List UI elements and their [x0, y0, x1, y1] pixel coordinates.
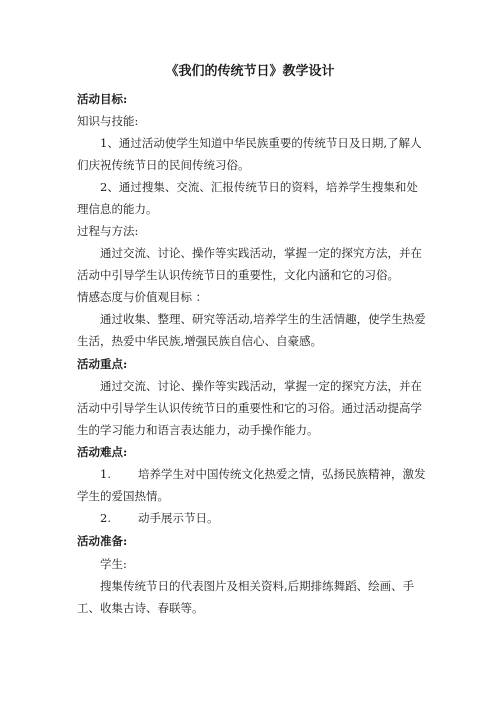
- subheading-students: 学生:: [100, 557, 127, 571]
- subheading-label: 知识与技能:: [77, 114, 139, 128]
- item-text: 动手展示节日。: [138, 511, 219, 525]
- subheading-process-methods: [77, 220, 427, 242]
- goal-paragraph-1: 1、通过活动使学生知道中华民族重要的传统节日及日期,了解人们庆祝传统节日的民间传统习俗。: [77, 136, 422, 172]
- heading-difficulties: [77, 441, 427, 463]
- section-heading: 活动准备:: [77, 534, 128, 548]
- item-text: 培养学生对中国传统文化热爱之情，弘扬民族精神，激发学生的爱国热情。: [77, 467, 426, 503]
- subheading-emotion-values: [77, 286, 427, 308]
- page-title: 《我们的传统节日》教学设计: [165, 64, 335, 79]
- goal-paragraph-2: 2、通过搜集、交流、汇报传统节日的资料，培养学生搜集和处理信息的能力。: [77, 180, 418, 216]
- heading-activity-goals: [77, 88, 427, 110]
- section-heading: 活动目标:: [77, 92, 128, 106]
- emotion-paragraph: 通过收集、整理、研究等活动,培养学生的生活情趣，使学生热爱生活，热爱中华民族,增强民族自信心、自豪感。: [77, 312, 426, 348]
- subheading-knowledge-skills: [77, 110, 427, 132]
- heading-preparation: [77, 530, 427, 552]
- difficulty-item-1: [77, 463, 427, 507]
- preparation-paragraph: 搜集传统节日的代表图片及相关资料,后期排练舞蹈、绘画、手工、收集古诗、春联等。: [77, 579, 415, 615]
- subheading-label: 情感态度与价值观目标 ：: [77, 290, 208, 304]
- item-number: 1.: [100, 467, 111, 481]
- item-number: 2.: [100, 511, 111, 525]
- process-paragraph: 通过交流、讨论、操作等实践活动，掌握一定的探究方法，并在活动中引导学生认识传统节日的重要性，文化内涵和它的习俗。: [77, 246, 422, 282]
- heading-key-points: [77, 353, 427, 375]
- key-points-paragraph: 通过交流、讨论、操作等实践活动，掌握一定的探究方法，并在活动中引导学生认识传统节日的重要性和它的习俗。通过活动提高学生的学习能力和语言表达能力，动手操作能力。: [77, 379, 422, 437]
- section-heading: 活动重点:: [77, 357, 128, 371]
- section-heading: 活动难点:: [77, 445, 128, 459]
- subheading-label: 过程与方法:: [77, 224, 139, 238]
- difficulty-item-2: [77, 507, 427, 529]
